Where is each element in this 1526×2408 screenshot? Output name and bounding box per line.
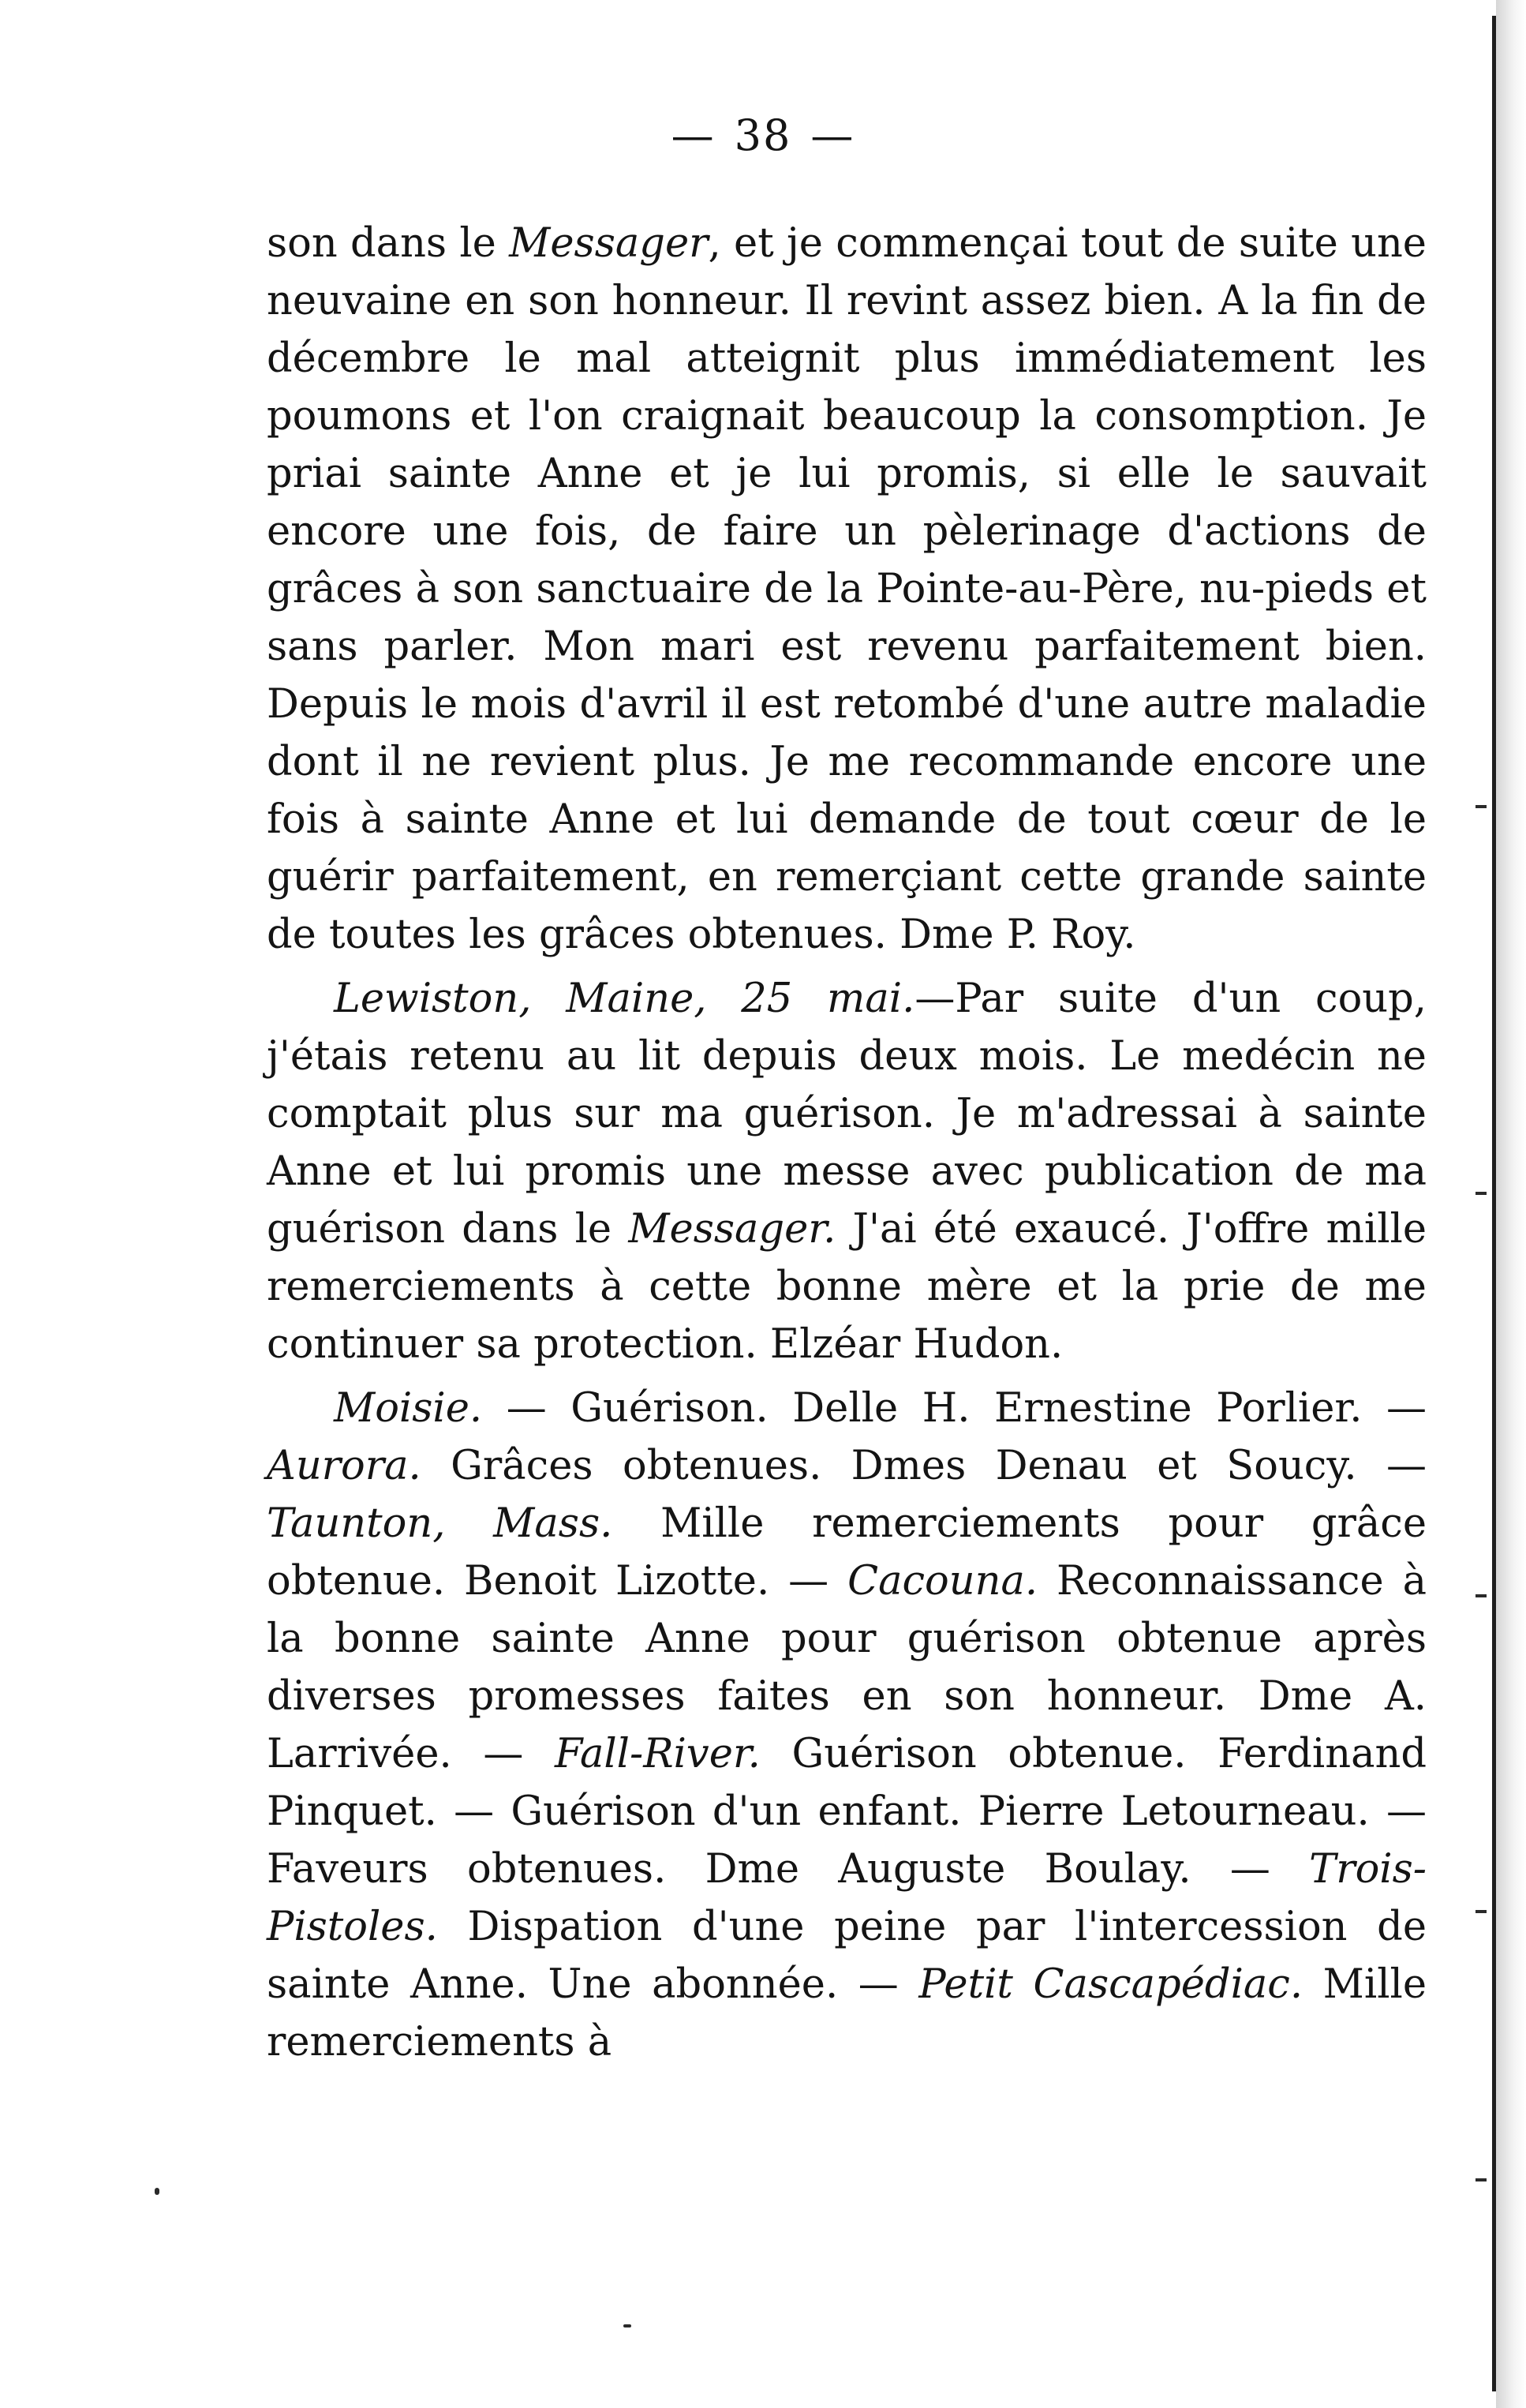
p1-journal-title: Messager: [509, 220, 709, 267]
p3-place-taunton: Taunton, Mass.: [267, 1500, 613, 1547]
body-text: [267, 215, 1427, 2071]
p3-place-cacouna: Cacouna.: [847, 1558, 1038, 1605]
p1-lead: son dans le: [267, 220, 510, 267]
folio-dash-left: —: [671, 110, 716, 160]
edge-mark: [1476, 2178, 1487, 2181]
edge-mark: [1476, 1192, 1487, 1195]
p3-place-aurora: Aurora.: [267, 1443, 421, 1489]
p3-text-1: — Guérison. Delle H. Ernestine Porlier. —: [482, 1385, 1427, 1432]
edge-mark: [1476, 1910, 1487, 1913]
p2-body-end: J'ai été exaucé. J'offre mille remerciements à cette bonne mère et la prie de me continuer sa protection. Elzéar Hudon.: [267, 1206, 1427, 1368]
p2-body: —Par suite d'un coup, j'étais retenu au lit depuis deux mois. Le medécin ne comptait plus sur ma guérison. Je m'adressai à sainte Anne et lui promis une messe avec publication de ma guérison dans le: [267, 976, 1427, 1253]
paragraph-roy-testimony: [267, 215, 1427, 964]
binding-shadow: [1496, 0, 1526, 2408]
p3-place-fall-river: Fall-River.: [555, 1731, 761, 1777]
folio-dash-right: —: [810, 110, 855, 160]
paragraph-lewiston-testimony: [267, 970, 1427, 1373]
p3-text-6: Dispation d'une peine par l'intercession de sainte Anne. Une abonnée. —: [267, 1904, 1427, 2008]
p3-place-petit-cascapediac: Petit Cascapédiac.: [918, 1961, 1303, 2008]
paragraph-favours-list: [267, 1380, 1427, 2071]
page-number-text: 38: [734, 110, 792, 160]
page-number: [0, 110, 1526, 160]
p2-place-date: Lewiston, Maine, 25 mai.: [334, 976, 915, 1022]
edge-mark: [1476, 1594, 1487, 1597]
p3-text-4: Reconnaissance à la bonne sainte Anne pour guérison obtenue après diverses promesses faites en son honneur. Dme A. Larrivée. —: [267, 1558, 1427, 1777]
p3-place-moisie: Moisie.: [334, 1385, 483, 1432]
p3-place-trois-pistoles: Trois-Pistoles.: [267, 1846, 1427, 1950]
ink-speck: [623, 2324, 631, 2327]
p1-body: , et je commençai tout de suite une neuvaine en son honneur. Il revint assez bien. A la fin de décembre le mal atteignit plus immédiatement les poumons et l'on craignait beaucoup la consomption. Je priai sainte Anne et je lui promis, si elle le sauvait encore une fois, de faire un pèlerinage d'actions de grâces à son sanctuaire de la Pointe-au-Père, nu-pieds et sans parler. Mon mari est revenu parfaitement bien. Depuis le mois d'avril il est retombé d'une autre maladie dont il ne revient plus. Je me recommande encore une fois à sainte Anne et lui demande de tout cœur de le guérir parfaitement, en remerçiant cette grande sainte de toutes les grâces obtenues. Dme P. Roy.: [267, 220, 1427, 958]
p3-text-2: Grâces obtenues. Dmes Denau et Soucy. —: [421, 1443, 1427, 1489]
p3-text-3: Mille remerciements pour grâce obtenue. Benoit Lizotte. —: [267, 1500, 1427, 1605]
ink-speck: [155, 2188, 159, 2195]
binding-edge-line: [1492, 16, 1496, 2391]
p2-journal-title: Messager.: [628, 1206, 836, 1253]
p3-text-5: Guérison obtenue. Ferdinand Pinquet. — Guérison d'un enfant. Pierre Letourneau. — Faveurs obtenues. Dme Auguste Boulay. —: [267, 1731, 1427, 1893]
edge-mark: [1476, 805, 1487, 808]
p3-text-7: Mille remerciements à: [267, 1961, 1427, 2065]
